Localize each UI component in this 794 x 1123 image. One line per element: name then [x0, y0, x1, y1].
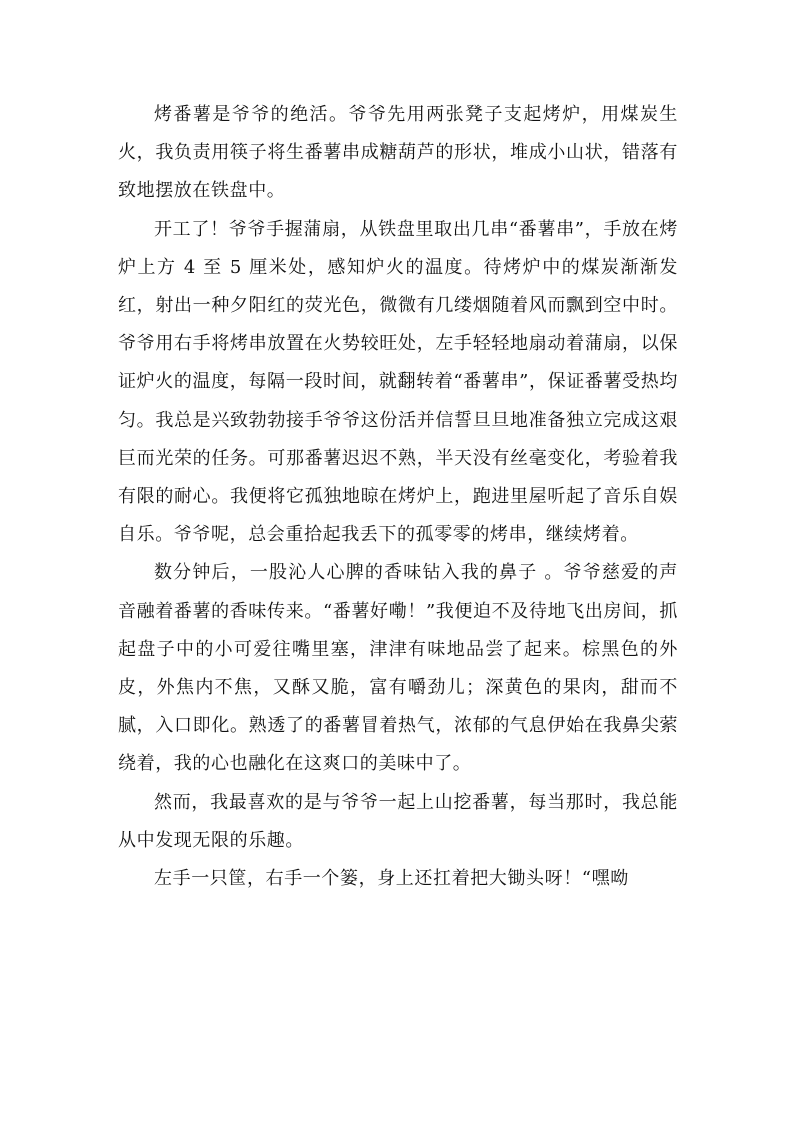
paragraph-2: 开工了！爷爷手握蒲扇，从铁盘里取出几串“番薯串”，手放在烤炉上方 4 至 5 厘米处，感知炉火的温度。待烤炉中的煤炭渐渐发红，射出一种夕阳红的荧光色，微微有几缕烟随着风而飘到空中时。爷爷用右手将烤串放置在火势较旺处，左手轻轻地扇动着蒲扇，以保证炉火的温度，每隔一段时间，就翻转着“番薯串”，保证番薯受热均匀。我总是兴致勃勃接手爷爷这份活并信誓旦旦地准备独立完成这艰巨而光荣的任务。可那番薯迟迟不熟，半天没有丝毫变化，考验着我有限的耐心。我便将它孤独地晾在烤炉上，跑进里屋听起了音乐自娱自乐。爷爷呢，总会重拾起我丢下的孤零零的烤串，继续烤着。 — [118, 218, 678, 546]
paragraph-3: 数分钟后，一股沁人心脾的香味钻入我的鼻子 。爷爷慈爱的声音融着番薯的香味传来。“番薯好嘞！”我便迫不及待地飞出房间，抓起盘子中的小可爱往嘴里塞，津津有味地品尝了起来。棕黑色的外皮，外焦内不焦，又酥又脆，富有嚼劲儿；深黄色的果肉，甜而不腻，入口即化。熟透了的番薯冒着热气，浓郁的气息伊始在我鼻尖萦绕着，我的心也融化在这爽口的美味中了。 — [118, 562, 678, 775]
paragraph-4: 然而，我最喜欢的是与爷爷一起上山挖番薯，每当那时，我总能从中发现无限的乐趣。 — [118, 791, 678, 851]
document-body — [118, 96, 678, 898]
paragraph-5: 左手一只筐，右手一个篓，身上还扛着把大锄头呀！“嘿呦 — [154, 868, 629, 890]
paragraph-1: 烤番薯是爷爷的绝活。爷爷先用两张凳子支起烤炉，用煤炭生火，我负责用筷子将生番薯串成糖葫芦的形状，堆成小山状，错落有致地摆放在铁盘中。 — [118, 104, 678, 202]
